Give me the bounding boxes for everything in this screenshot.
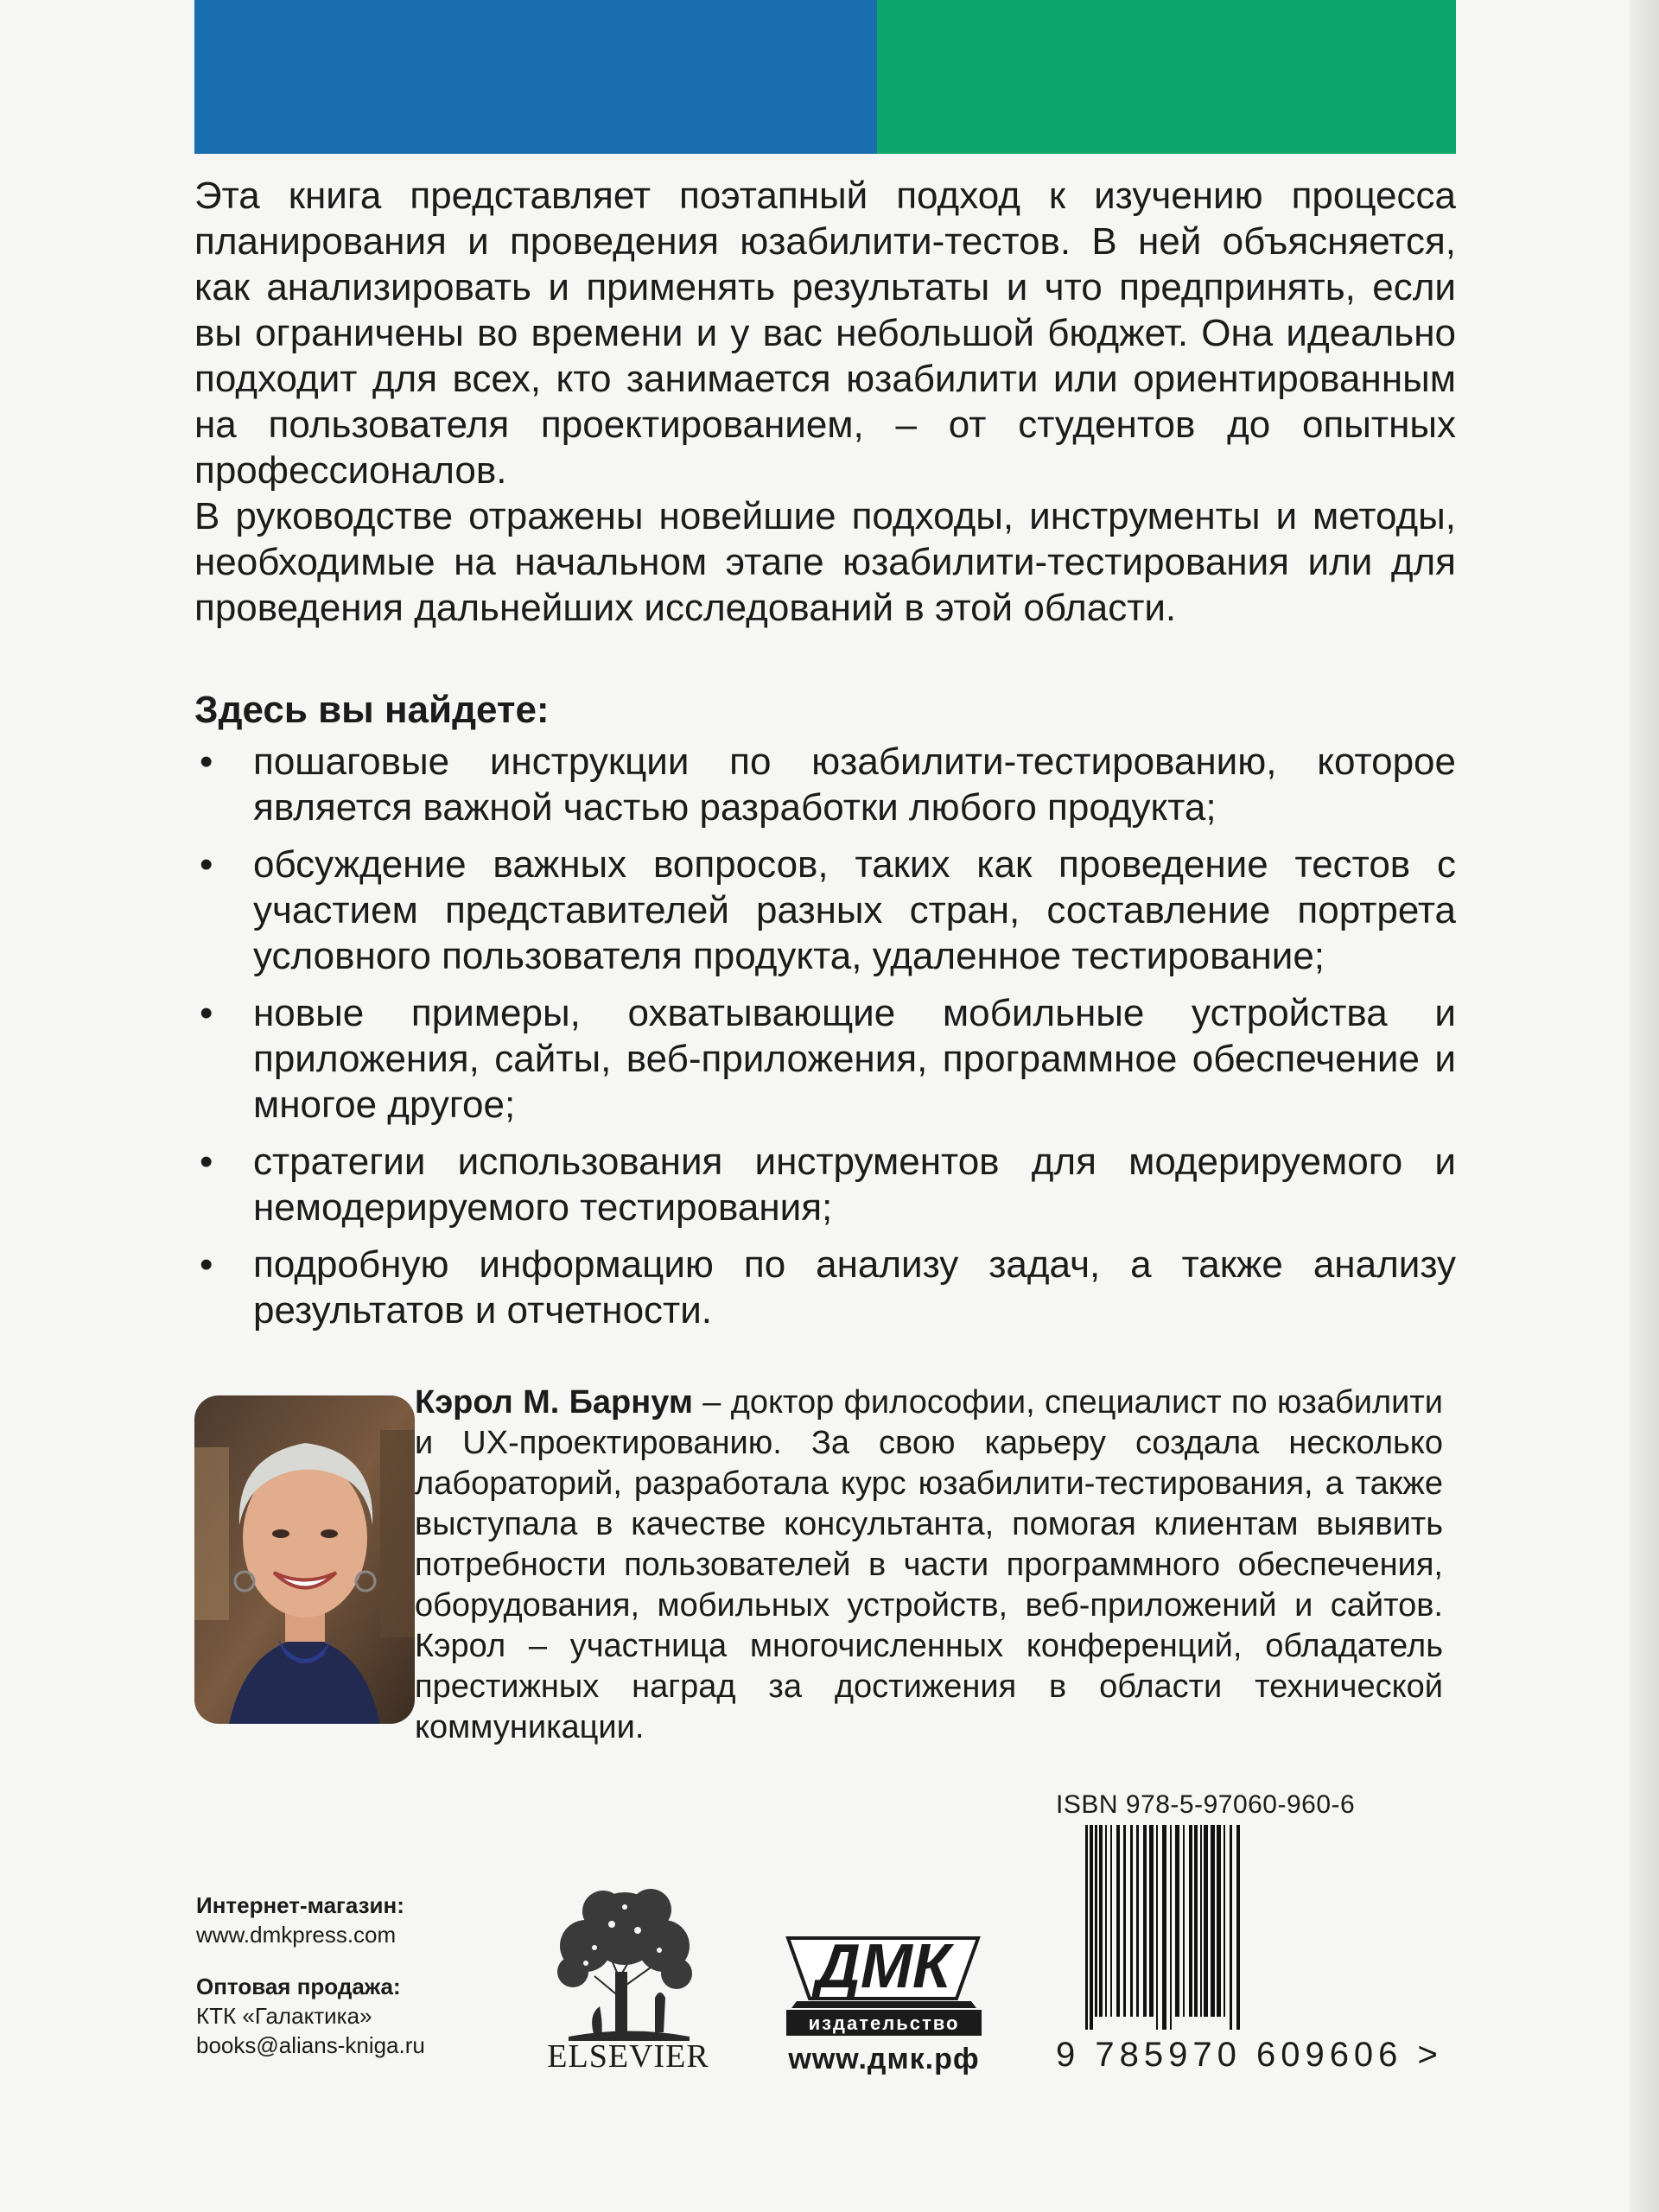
author-bio — [415, 1382, 1443, 1748]
barcode-bar — [1194, 1825, 1198, 2017]
bullet-icon: • — [200, 741, 213, 783]
author-name: Кэрол М. Барнум — [415, 1384, 693, 1421]
barcode-bar — [1136, 1825, 1139, 2017]
shop-info — [196, 1891, 425, 2060]
barcode-bar — [1236, 1825, 1240, 2030]
band-green — [877, 0, 1456, 154]
barcode-bar — [1217, 1825, 1221, 2017]
feature-item — [194, 990, 1456, 1128]
barcode-bar — [1230, 1825, 1232, 2030]
bullet-icon: • — [200, 1141, 213, 1183]
bullet-icon: • — [200, 843, 213, 886]
feature-text: подробную информацию по анализу задач, а также анализу результатов и отчетности. — [253, 1243, 1456, 1332]
barcode-bar — [1110, 1825, 1112, 2017]
dmk-logo — [771, 1916, 997, 2039]
barcode-bar — [1116, 1825, 1120, 2017]
barcode-bar — [1175, 1825, 1179, 2017]
bullet-icon: • — [200, 1243, 213, 1286]
intro-text — [194, 173, 1456, 631]
barcode-bar — [1200, 1825, 1202, 2017]
feature-item — [194, 1139, 1456, 1230]
feature-text: пошаговые инструкции по юзабилити-тестированию, которое является важной частью разработки любого продукта; — [253, 741, 1456, 829]
barcode-bar — [1123, 1825, 1126, 2017]
online-shop-label: Интернет-магазин: — [196, 1892, 404, 1918]
author-photo — [194, 1395, 415, 1724]
online-shop-url[interactable]: www.dmkpress.com — [196, 1922, 397, 1948]
feature-text: стратегии использования инструментов для модерируемого и немодерируемого тестирования; — [253, 1141, 1456, 1229]
feature-item — [194, 739, 1456, 830]
author-description: – доктор философии, специалист по юзабилити и UX-проектированию. За свою карьеру создала несколько лабораторий, разработала курс юзабилити-тестирования, а также выступала в качестве консультанта, помогая клиентам выявить потребности пользователей в части программного обеспечения, оборудования, мобильных устройств, веб-приложений и сайтов. Кэрол – участница многочисленных конференций, обладатель престижных наград за достижения в области технической коммуникации. — [415, 1384, 1443, 1745]
feature-item — [194, 842, 1456, 979]
barcode-bar — [1085, 1825, 1088, 2030]
barcode-bar — [1105, 1825, 1107, 2017]
band-blue — [194, 0, 877, 154]
barcode-bar — [1183, 1825, 1185, 2017]
cover-edge — [1630, 0, 1659, 2212]
wholesale-email[interactable]: books@alians-kniga.ru — [196, 2032, 425, 2058]
barcode-bar — [1211, 1825, 1215, 2017]
isbn-barcode — [1082, 1825, 1414, 2030]
barcode-bar — [1099, 1825, 1103, 2017]
barcode-bar — [1156, 1825, 1158, 2030]
barcode-bar — [1143, 1825, 1147, 2017]
feature-text: новые примеры, охватывающие мобильные устройства и приложения, сайты, веб-приложения, программное обеспечение и многое другое; — [253, 992, 1456, 1126]
barcode-bar — [1224, 1825, 1225, 2017]
feature-text: обсуждение важных вопросов, таких как проведение тестов с участием представителей разных стран, составление портрета условного пользователя продукта, удаленное тестирование; — [253, 843, 1456, 977]
barcode-bar — [1149, 1825, 1154, 2017]
wholesale-label: Оптовая продажа: — [196, 1974, 401, 1999]
feature-item — [194, 1242, 1456, 1333]
isbn-barcode-digits: 9 785970 609606 > — [1056, 2036, 1443, 2074]
intro-paragraph-2: В руководстве отражены новейшие подходы, инструменты и методы, необходимые на начальном этапе юзабилити-тестирования или для проведения дальнейших исследований в этой области. — [194, 495, 1456, 629]
barcode-bar — [1170, 1825, 1172, 2030]
intro-paragraph-1: Эта книга представляет поэтапный подход к изучению процесса планирования и проведения юзабилити-тестов. В ней объясняется, как анализировать и применять результаты и что предпринять, если вы ограничены во времени и у вас небольшой бюджет. Она идеально подходит для всех, кто занимается юзабилити или ориентированным на пользователя проектированием, – от студентов до опытных профессионалов. — [194, 175, 1456, 492]
dmk-logo-text: ДМК — [815, 1932, 951, 2001]
bullet-icon: • — [200, 992, 213, 1034]
wholesale-company: КТК «Галактика» — [196, 2003, 372, 2029]
dmk-url[interactable]: www.дмк.рф — [788, 2043, 980, 2075]
barcode-bar — [1162, 1825, 1166, 2030]
barcode-bar — [1189, 1825, 1192, 2017]
top-color-band — [194, 0, 1456, 154]
barcode-bar — [1090, 1825, 1093, 2030]
dmk-logo-subtitle: издательство — [808, 2012, 960, 2034]
features-heading: Здесь вы найдете: — [194, 689, 550, 731]
elsevier-wordmark: ELSEVIER — [547, 2038, 709, 2075]
barcode-bar — [1204, 1825, 1208, 2017]
features-list — [194, 739, 1456, 1344]
barcode-bar — [1095, 1825, 1097, 2017]
isbn-label: ISBN 978-5-97060-960-6 — [1056, 1790, 1356, 1819]
barcode-bar — [1130, 1825, 1133, 2017]
